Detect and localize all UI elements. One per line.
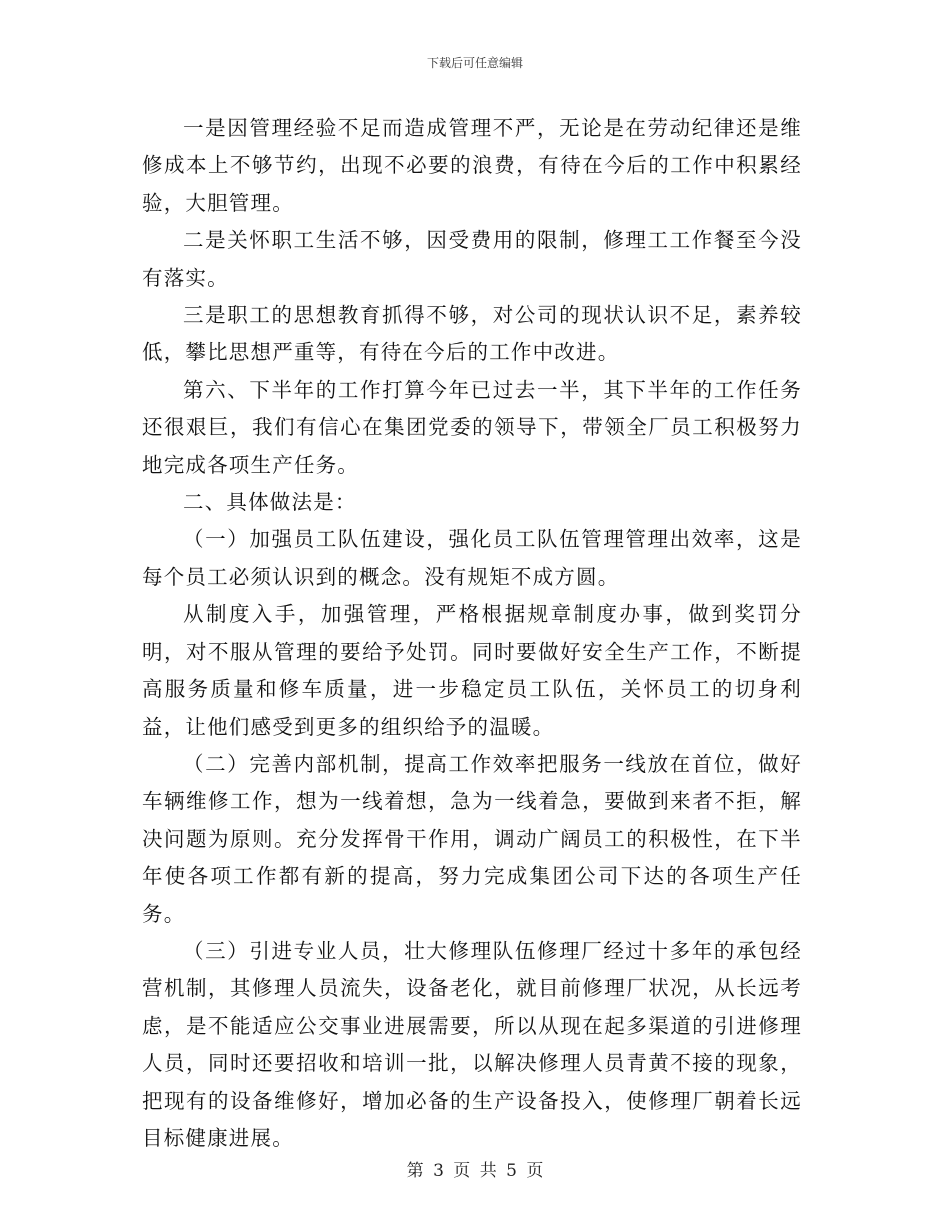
paragraph: 一是因管理经验不足而造成管理不严，无论是在劳动纪律还是维修成本上不够节约，出现不必要的浪费，有待在今后的工作中积累经验，大胆管理。 <box>142 116 802 215</box>
page-header: 下载后可任意编辑 <box>426 56 523 70</box>
paragraph: 第六、下半年的工作打算今年已过去一半，其下半年的工作任务还很艰巨，我们有信心在集团党委的领导下，带领全厂员工积极努力地完成各项生产任务。 <box>142 377 802 477</box>
section-heading: 二、具体做法是： <box>183 490 357 515</box>
document-body <box>142 110 802 1157</box>
paragraph: 二是关怀职工生活不够，因受费用的限制，修理工工作餐至今没有落实。 <box>142 228 802 290</box>
page-number: 第 3 页 共 5 页 <box>406 1161 544 1181</box>
paragraph: （三）引进专业人员，壮大修理队伍修理厂经过十多年的承包经营机制，其修理人员流失，设备老化，就目前修理厂状况，从长远考虑，是不能适应公交事业进展需要，所以从现在起多渠道的引进修理人员，同时还要招收和培训一批，以解决修理人员青黄不接的现象，把现有的设备维修好，增加必备的生产设备投入，使修理厂朝着长远目标健康进展。 <box>142 938 802 1150</box>
paragraph: （二）完善内部机制，提高工作效率把服务一线放在首位，做好车辆维修工作，想为一线着想，急为一线着急，要做到来者不拒，解决问题为原则。充分发挥骨干作用，调动广阔员工的积极性，在下半年使各项工作都有新的提高，努力完成集团公司下达的各项生产任务。 <box>142 751 802 926</box>
paragraph: （一）加强员工队伍建设，强化员工队伍管理管理出效率，这是每个员工必须认识到的概念。没有规矩不成方圆。 <box>142 527 802 589</box>
paragraph: 从制度入手，加强管理，严格根据规章制度办事，做到奖罚分明，对不服从管理的要给予处罚。同时要做好安全生产工作，不断提高服务质量和修车质量，进一步稳定员工队伍，关怀员工的切身利益，让他们感受到更多的组织给予的温暖。 <box>142 602 802 739</box>
paragraph: 三是职工的思想教育抓得不够，对公司的现状认识不足，素养较低，攀比思想严重等，有待在今后的工作中改进。 <box>142 303 802 365</box>
